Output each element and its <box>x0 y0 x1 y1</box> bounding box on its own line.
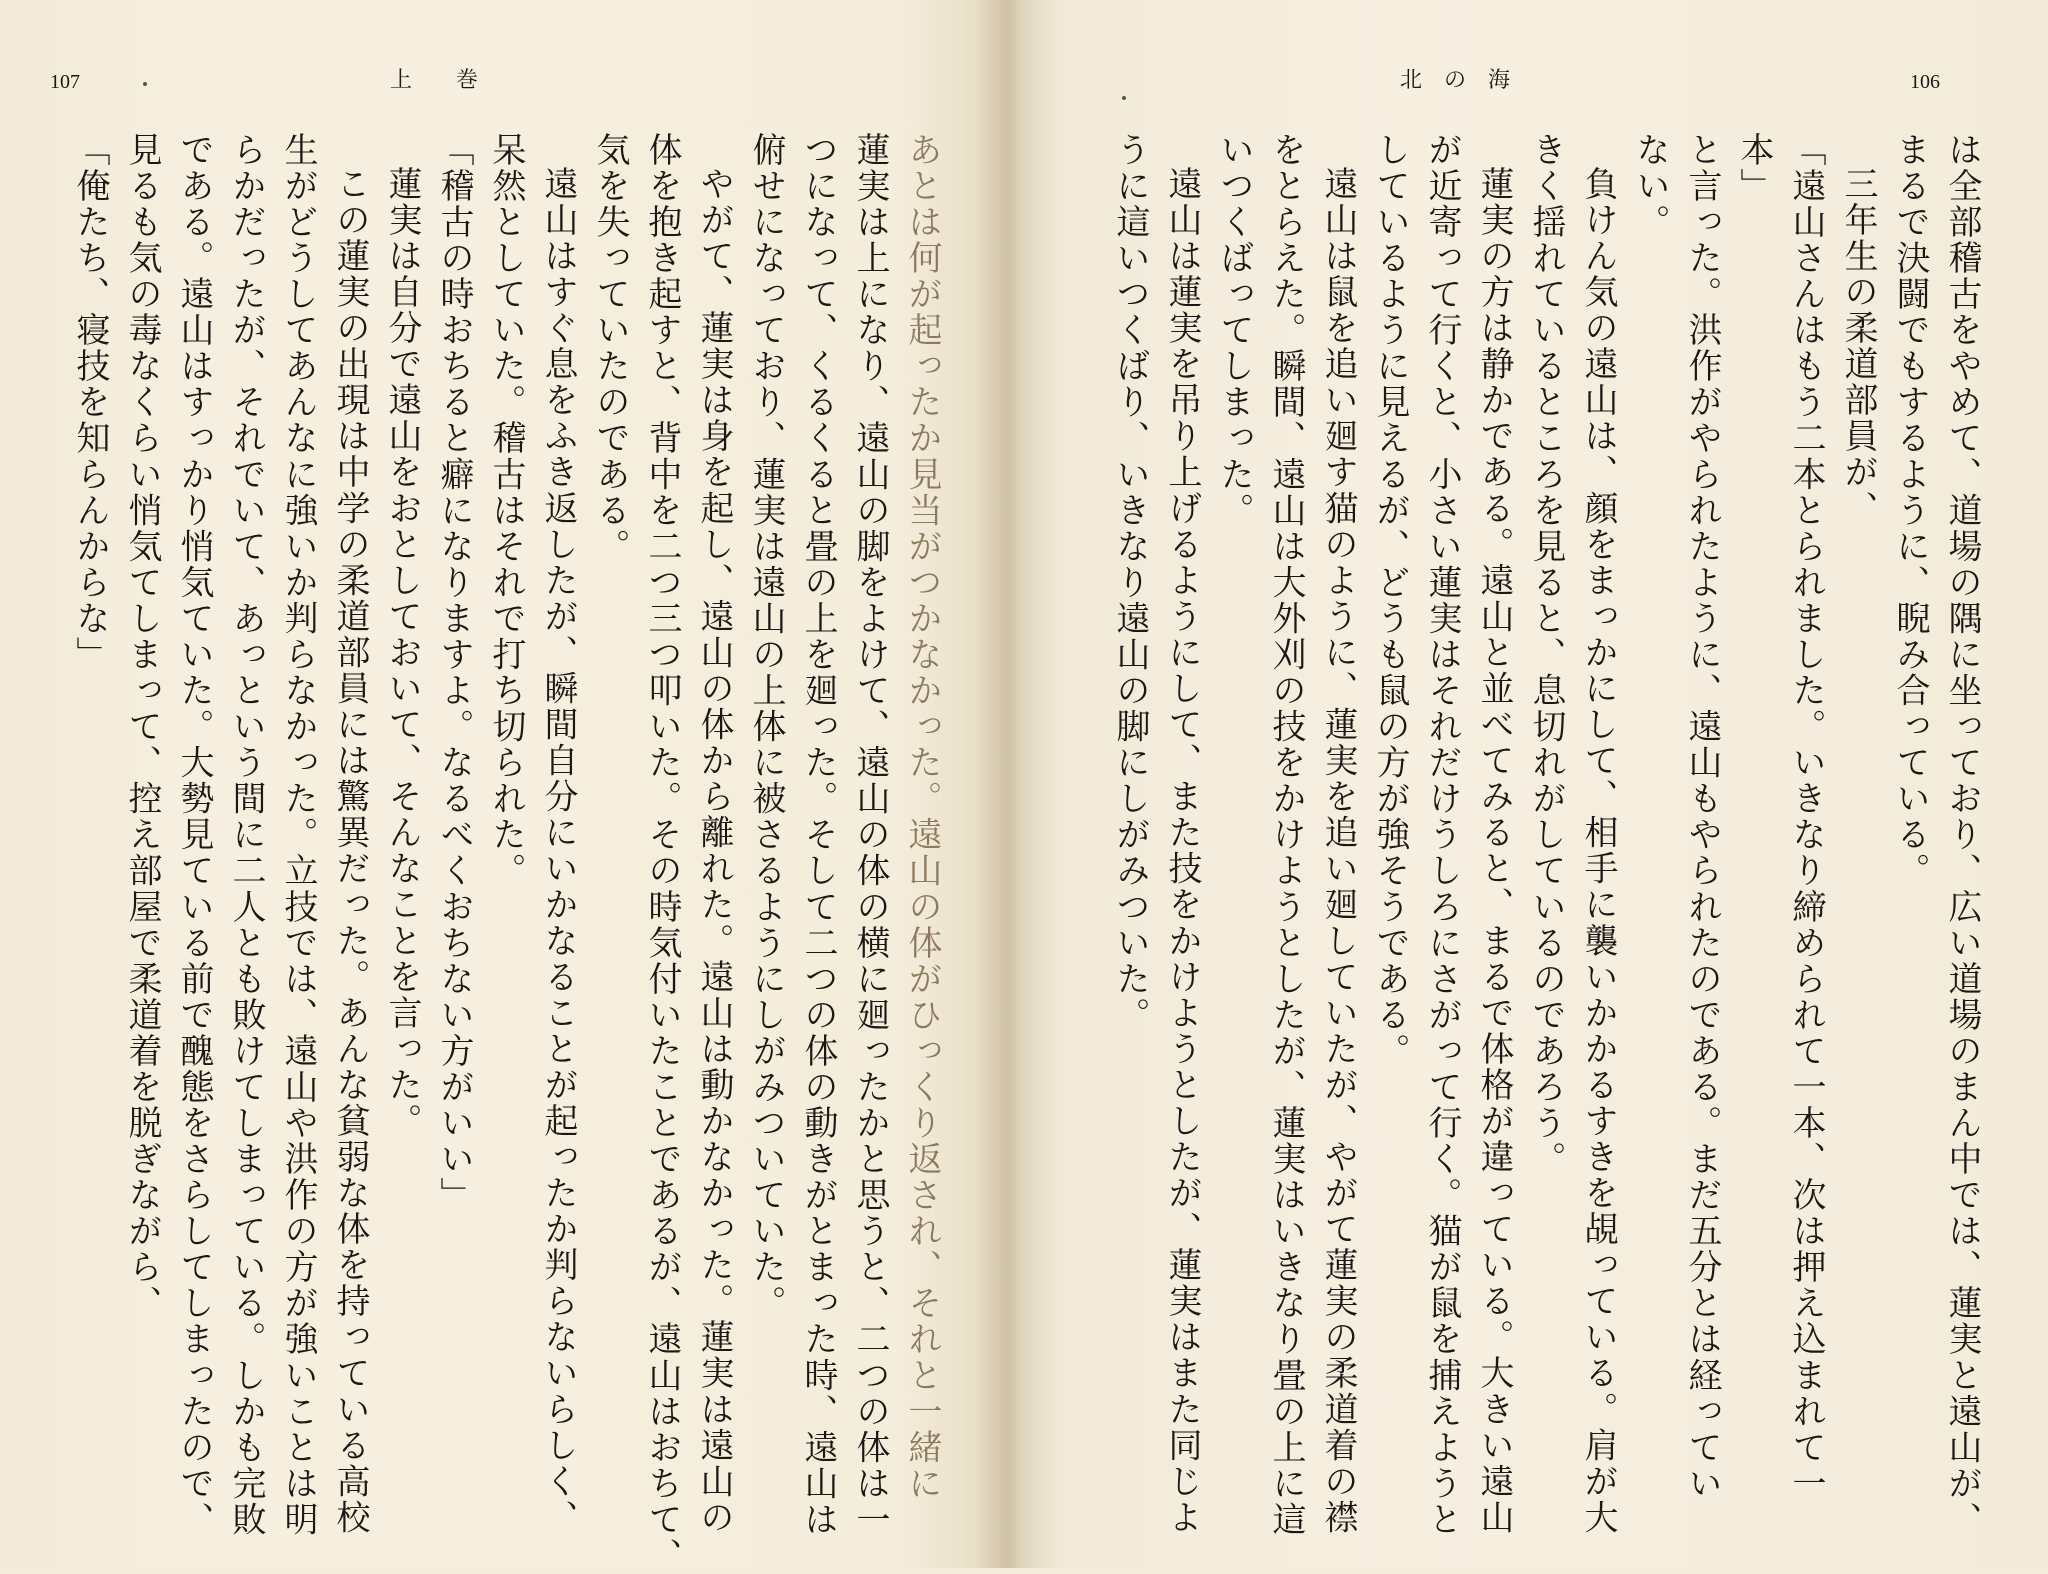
text-column: 遠山はすぐ息をふき返したが、瞬間自分にいかなることが起ったか判らないらしく、 <box>538 166 578 1536</box>
text-column: 呆然としていた。稽古はそれで打ち切られた。 <box>486 132 526 889</box>
running-head-right: 北 の 海 <box>1400 68 1511 93</box>
header-mark <box>143 82 147 86</box>
text-column: この蓮実の出現は中学の柔道部員には驚異だった。あんな貧弱な体を持っている高校 <box>330 166 370 1536</box>
text-column: あとは何が起ったか見当がつかなかった。遠山の体がひっくり返され、それと一緒に <box>902 132 942 1502</box>
text-column: 本」 <box>1734 132 1774 205</box>
text-column: 「遠山さんはもう二本とられました。いきなり締められて一本、次は押え込まれて一 <box>1786 132 1826 1502</box>
text-column: 遠山は鼠を追い廻す猫のように、蓮実を追い廻していたが、やがて蓮実の柔道着の襟 <box>1318 166 1358 1536</box>
text-column: らかだったが、それでいて、あっという間に二人とも敗けてしまっている。しかも完敗 <box>226 132 266 1538</box>
text-column: つになって、くるくると畳の上を廻った。そして二つの体の動きがとまった時、遠山は <box>798 132 838 1538</box>
page-number-left: 107 <box>50 71 80 93</box>
text-column: まるで決闘でもするように、睨み合っている。 <box>1890 132 1930 889</box>
text-column: しているように見えるが、どうも鼠の方が強そうである。 <box>1370 132 1410 1070</box>
page-number-right: 106 <box>1910 71 1940 93</box>
text-column: いつくばってしまった。 <box>1214 132 1254 529</box>
text-column: やがて、蓮実は身を起し、遠山の体から離れた。遠山は動かなかった。蓮実は遠山の <box>694 166 734 1536</box>
text-column: 蓮実は自分で遠山をおとしておいて、そんなことを言った。 <box>382 166 422 1140</box>
text-column: 遠山は蓮実を吊り上げるようにして、また技をかけようとしたが、蓮実はまた同じよ <box>1162 166 1202 1536</box>
text-column: が近寄って行くと、小さい蓮実はそれだけうしろにさがって行く。猫が鼠を捕えようと <box>1422 132 1462 1538</box>
text-column: をとらえた。瞬間、遠山は大外刈の技をかけようとしたが、蓮実はいきなり畳の上に這 <box>1266 132 1306 1538</box>
text-column: である。遠山はすっかり悄気ていた。大勢見ている前で醜態をさらしてしまったので、 <box>174 132 214 1538</box>
text-column: 俯せになっており、蓮実は遠山の上体に被さるようにしがみついていた。 <box>746 132 786 1322</box>
text-column: 見るも気の毒なくらい悄気てしまって、控え部屋で柔道着を脱ぎながら、 <box>122 132 162 1322</box>
text-column: 蓮実は上になり、遠山の脚をよけて、遠山の体の横に廻ったかと思うと、二つの体は一 <box>850 132 890 1538</box>
header-mark <box>1122 96 1126 100</box>
left-page <box>0 0 1000 1574</box>
right-page <box>1010 0 2048 1568</box>
text-column: 「稽古の時おちると癖になりますよ。なるべくおちない方がいい」 <box>434 132 474 1214</box>
left-page-body <box>64 132 948 1574</box>
text-column: 三年生の柔道部員が、 <box>1838 166 1878 527</box>
right-page-body <box>1104 132 1988 1538</box>
text-column: きく揺れているところを見ると、息切れがしているのであろう。 <box>1526 132 1566 1178</box>
text-column: 気を失っていたのである。 <box>590 132 630 565</box>
text-column: と言った。洪作がやられたように、遠山もやられたのである。まだ五分とは経ってい <box>1682 132 1722 1502</box>
text-column: は全部稽古をやめて、道場の隅に坐っており、広い道場のまん中では、蓮実と遠山が、 <box>1942 132 1982 1538</box>
running-head-left: 上 巻 <box>390 68 479 93</box>
text-column: 蓮実の方は静かである。遠山と並べてみると、まるで体格が違っている。大きい遠山 <box>1474 166 1514 1536</box>
text-column: 「俺たち、寝技を知らんからな」 <box>70 132 110 673</box>
text-column: 負けん気の遠山は、顔をまっかにして、相手に襲いかかるすきを覘っている。肩が大 <box>1578 166 1618 1536</box>
text-column: うに這いつくばり、いきなり遠山の脚にしがみついた。 <box>1110 132 1150 1033</box>
text-column: 生がどうしてあんなに強いか判らなかった。立技では、遠山や洪作の方が強いことは明 <box>278 132 318 1538</box>
text-column: ない。 <box>1630 132 1670 241</box>
text-column: 体を抱き起すと、背中を二つ三つ叩いた。その時気付いたことであるが、遠山はおちて、 <box>642 132 682 1574</box>
